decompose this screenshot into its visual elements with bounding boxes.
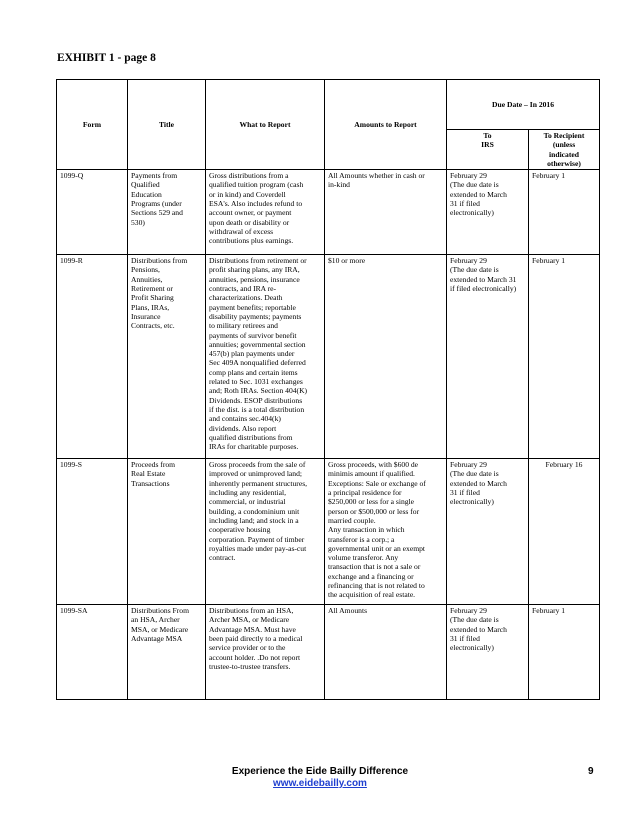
footer-tagline: Experience the Eide Bailly Difference [231,766,409,777]
irs-due-cell: February 29 (The due date is extended to March 31 if filed electronically) [447,170,529,255]
recipient-due-cell: February 1 [529,605,600,700]
irs-due-cell: February 29 (The due date is extended to March 31 if filed electronically) [447,459,529,605]
title-cell: Distributions From an HSA, Archer MSA, or Medicare Advantage MSA [128,605,206,700]
form-cell: 1099-Q [57,170,128,255]
irs-due-cell: February 29 (The due date is extended to March 31 if filed electronically) [447,255,529,459]
header-to-irs: To IRS [447,130,529,170]
what-cell: Distributions from retirement or profit sharing plans, any IRA, annuities, pensions, insurance contracts, and IRA re- characterizations. Death payment benefits; reportable disability payments; payments to military retirees and payments of survivor benefit annuities; governmental section 457(b) plan payments under Sec 409A nonqualified deferred comp plans and certain items related to Sec. 1031 exchanges and; Roth IRAs. Section 404(K) Dividends. ESOP distributions if the dist. is a total distribution and contains sec.404(k) dividends. Also report qualified distributions from IRAs for charitable purposes. [206,255,325,459]
information-returns-table [56,79,600,700]
amounts-cell: $10 or more [325,255,447,459]
form-cell: 1099-S [57,459,128,605]
page-number: 9 [588,766,594,777]
header-due-date: Due Date – In 2016 [447,80,600,130]
header-form: Form [57,80,128,170]
footer [0,766,640,789]
page-title: EXHIBIT 1 - page 8 [57,52,156,64]
amounts-cell: All Amounts [325,605,447,700]
table-row [57,255,600,459]
table-row [57,170,600,255]
header-title: Title [128,80,206,170]
title-cell: Distributions from Pensions, Annuities, Retirement or Profit Sharing Plans, IRAs, Insurance Contracts, etc. [128,255,206,459]
what-cell: Distributions from an HSA, Archer MSA, or Medicare Advantage MSA. Must have been paid directly to a medical service provider or to the account holder. .Do not report trustee-to-trustee transfers. [206,605,325,700]
title-cell: Payments from Qualified Education Programs (under Sections 529 and 530) [128,170,206,255]
table-row [57,459,600,605]
form-cell: 1099-R [57,255,128,459]
table-row [57,605,600,700]
irs-due-cell: February 29 (The due date is extended to March 31 if filed electronically) [447,605,529,700]
header-amounts-to-report: Amounts to Report [325,80,447,170]
what-cell: Gross proceeds from the sale of improved or unimproved land; inherently permanent structures, including any residential, commercial, or industrial building, a condominium unit including land; and stock in a cooperative housing corporation. Payment of timber royalties made under pay-as-cut contract. [206,459,325,605]
amounts-cell: Gross proceeds, with $600 de minimis amount if qualified. Exceptions: Sale or exchange of a principal residence for $250,000 or less for a single person or $500,000 or less for married couple. Any transaction in which transferor is a corp.; a governmental unit or an exempt volume transferor. Any transaction that is not a sale or exchange and a financing or refinancing that is not related to the acquisition of real estate. [325,459,447,605]
header-to-recipient: To Recipient (unless indicated otherwise) [529,130,600,170]
form-cell: 1099-SA [57,605,128,700]
title-cell: Proceeds from Real Estate Transactions [128,459,206,605]
what-cell: Gross distributions from a qualified tuition program (cash or in kind) and Coverdell ESA's. Also includes refund to account owner, or payment upon death or disability or withdrawal of excess contributions plus earnings. [206,170,325,255]
recipient-due-cell: February 16 [529,459,600,605]
footer-website-link[interactable]: www.eidebailly.com [273,778,367,789]
header-what-to-report: What to Report [206,80,325,170]
amounts-cell: All Amounts whether in cash or in-kind [325,170,447,255]
recipient-due-cell: February 1 [529,170,600,255]
recipient-due-cell: February 1 [529,255,600,459]
header-row [57,80,600,130]
